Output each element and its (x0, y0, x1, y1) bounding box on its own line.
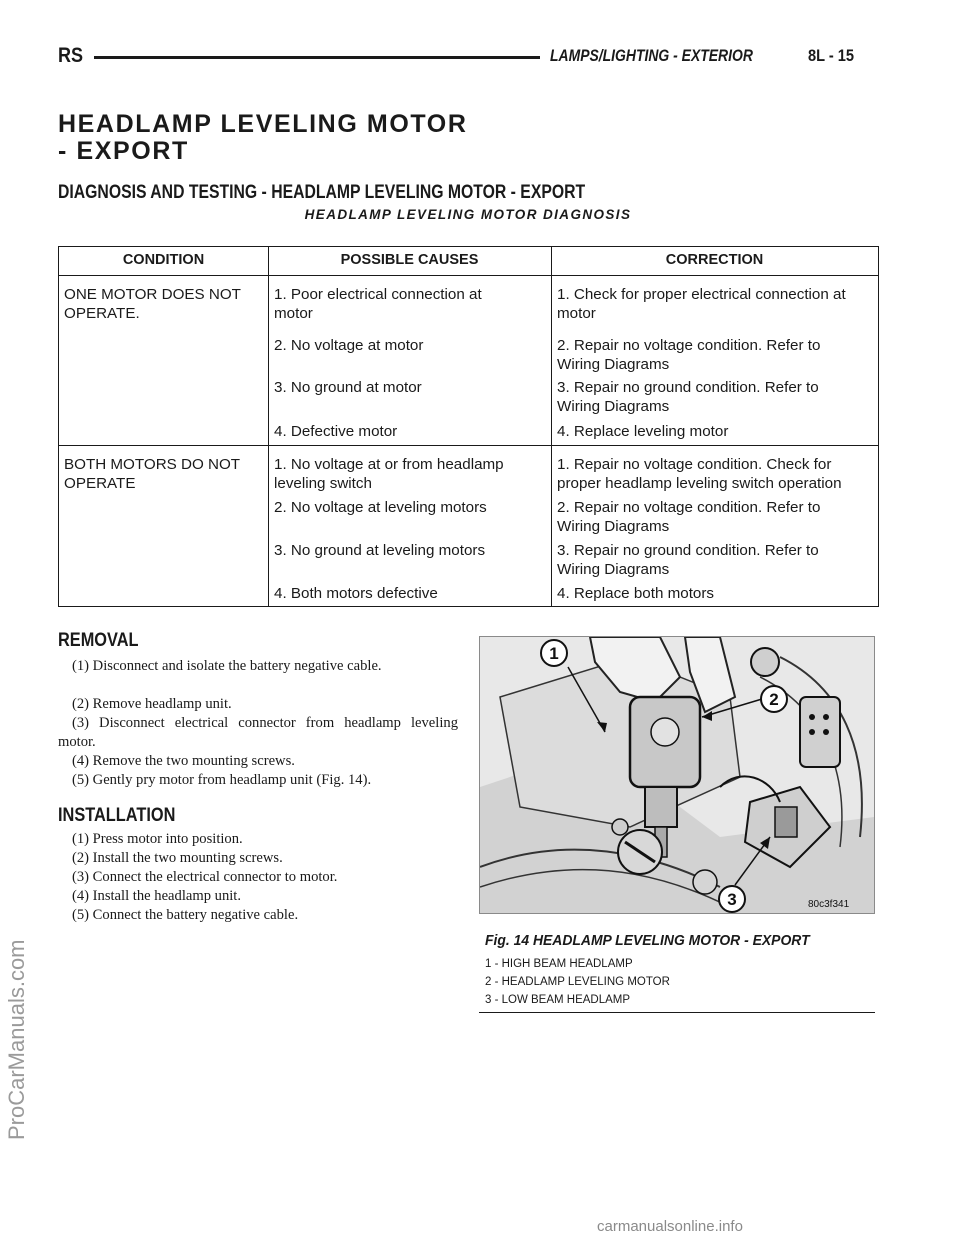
removal-step: (3) Disconnect electrical connector from headlamp leveling motor. (58, 715, 458, 750)
column-header-condition: CONDITION (122, 252, 205, 268)
page-number: 8L - 15 (808, 46, 855, 65)
correction-cell: 3. Repair no ground condition. Refer to Wiring Diagrams (557, 542, 819, 578)
header-rule (94, 56, 540, 59)
figure-code: 80c3f341 (808, 899, 850, 910)
condition-cell: BOTH MOTORS DO NOT OPERATE (64, 456, 241, 492)
figure-legend-item: 3 - LOW BEAM HEADLAMP (485, 994, 631, 1006)
installation-step: (5) Connect the battery negative cable. (72, 907, 299, 923)
figure-legend-rule (479, 1012, 875, 1013)
cause-cell: 3. No ground at leveling motors (274, 542, 486, 559)
installation-heading: INSTALLATION (58, 805, 176, 826)
page-title: HEADLAMP LEVELING MOTOR - EXPORT (58, 110, 468, 165)
figure-legend-item: 2 - HEADLAMP LEVELING MOTOR (485, 976, 670, 988)
condition-cell: ONE MOTOR DOES NOT OPERATE. (64, 286, 241, 322)
column-header-causes: POSSIBLE CAUSES (340, 252, 479, 268)
column-divider (551, 247, 552, 606)
column-divider (268, 247, 269, 606)
callout-1: 1 (549, 644, 559, 663)
removal-step: (4) Remove the two mounting screws. (72, 753, 295, 769)
correction-cell: 3. Repair no ground condition. Refer to Wiring Diagrams (557, 379, 819, 415)
installation-step: (4) Install the headlamp unit. (72, 888, 241, 904)
correction-cell: 1. Check for proper electrical connection at motor (557, 286, 846, 322)
column-header-correction: CORRECTION (665, 252, 764, 268)
cause-cell: 4. Both motors defective (274, 585, 438, 602)
figure-illustration (480, 637, 874, 913)
correction-cell: 4. Replace leveling motor (557, 423, 729, 440)
cause-cell: 4. Defective motor (274, 423, 398, 440)
correction-cell: 1. Repair no voltage condition. Check for proper headlamp leveling switch operation (557, 456, 842, 492)
cause-cell: 1. Poor electrical connection at motor (274, 286, 482, 322)
running-header-code: RS (58, 44, 84, 67)
removal-step: (1) Disconnect and isolate the battery negative cable. (72, 658, 382, 674)
figure-legend-item: 1 - HIGH BEAM HEADLAMP (485, 958, 633, 970)
callout-3: 3 (727, 890, 737, 909)
diagnosis-heading: DIAGNOSIS AND TESTING - HEADLAMP LEVELING MOTOR - EXPORT (58, 182, 586, 203)
cause-cell: 1. No voltage at or from headlamp leveling switch (274, 456, 504, 492)
group-divider (59, 445, 878, 446)
installation-step: (2) Install the two mounting screws. (72, 850, 283, 866)
correction-cell: 2. Repair no voltage condition. Refer to Wiring Diagrams (557, 499, 821, 535)
removal-step: (5) Gently pry motor from headlamp unit (Fig. 14). (72, 772, 372, 788)
removal-step: (2) Remove headlamp unit. (72, 696, 232, 712)
footer-watermark: carmanualsonline.info (597, 1218, 743, 1235)
running-header-section: LAMPS/LIGHTING - EXTERIOR (550, 46, 753, 65)
headlamp-leveling-motor-figure (479, 636, 875, 914)
correction-cell: 2. Repair no voltage condition. Refer to Wiring Diagrams (557, 337, 821, 373)
side-watermark: ProCarManuals.com (4, 939, 29, 1140)
cause-cell: 3. No ground at motor (274, 379, 422, 396)
installation-step: (1) Press motor into position. (72, 831, 243, 847)
cause-cell: 2. No voltage at leveling motors (274, 499, 487, 516)
cause-cell: 2. No voltage at motor (274, 337, 424, 354)
callout-2: 2 (769, 690, 779, 709)
removal-heading: REMOVAL (58, 630, 139, 651)
correction-cell: 4. Replace both motors (557, 585, 715, 602)
installation-step: (3) Connect the electrical connector to motor. (72, 869, 338, 885)
table-header-row (59, 247, 878, 276)
figure-caption: Fig. 14 HEADLAMP LEVELING MOTOR - EXPORT (485, 933, 810, 949)
table-title: HEADLAMP LEVELING MOTOR DIAGNOSIS (304, 207, 632, 222)
diagnosis-table (58, 246, 879, 607)
